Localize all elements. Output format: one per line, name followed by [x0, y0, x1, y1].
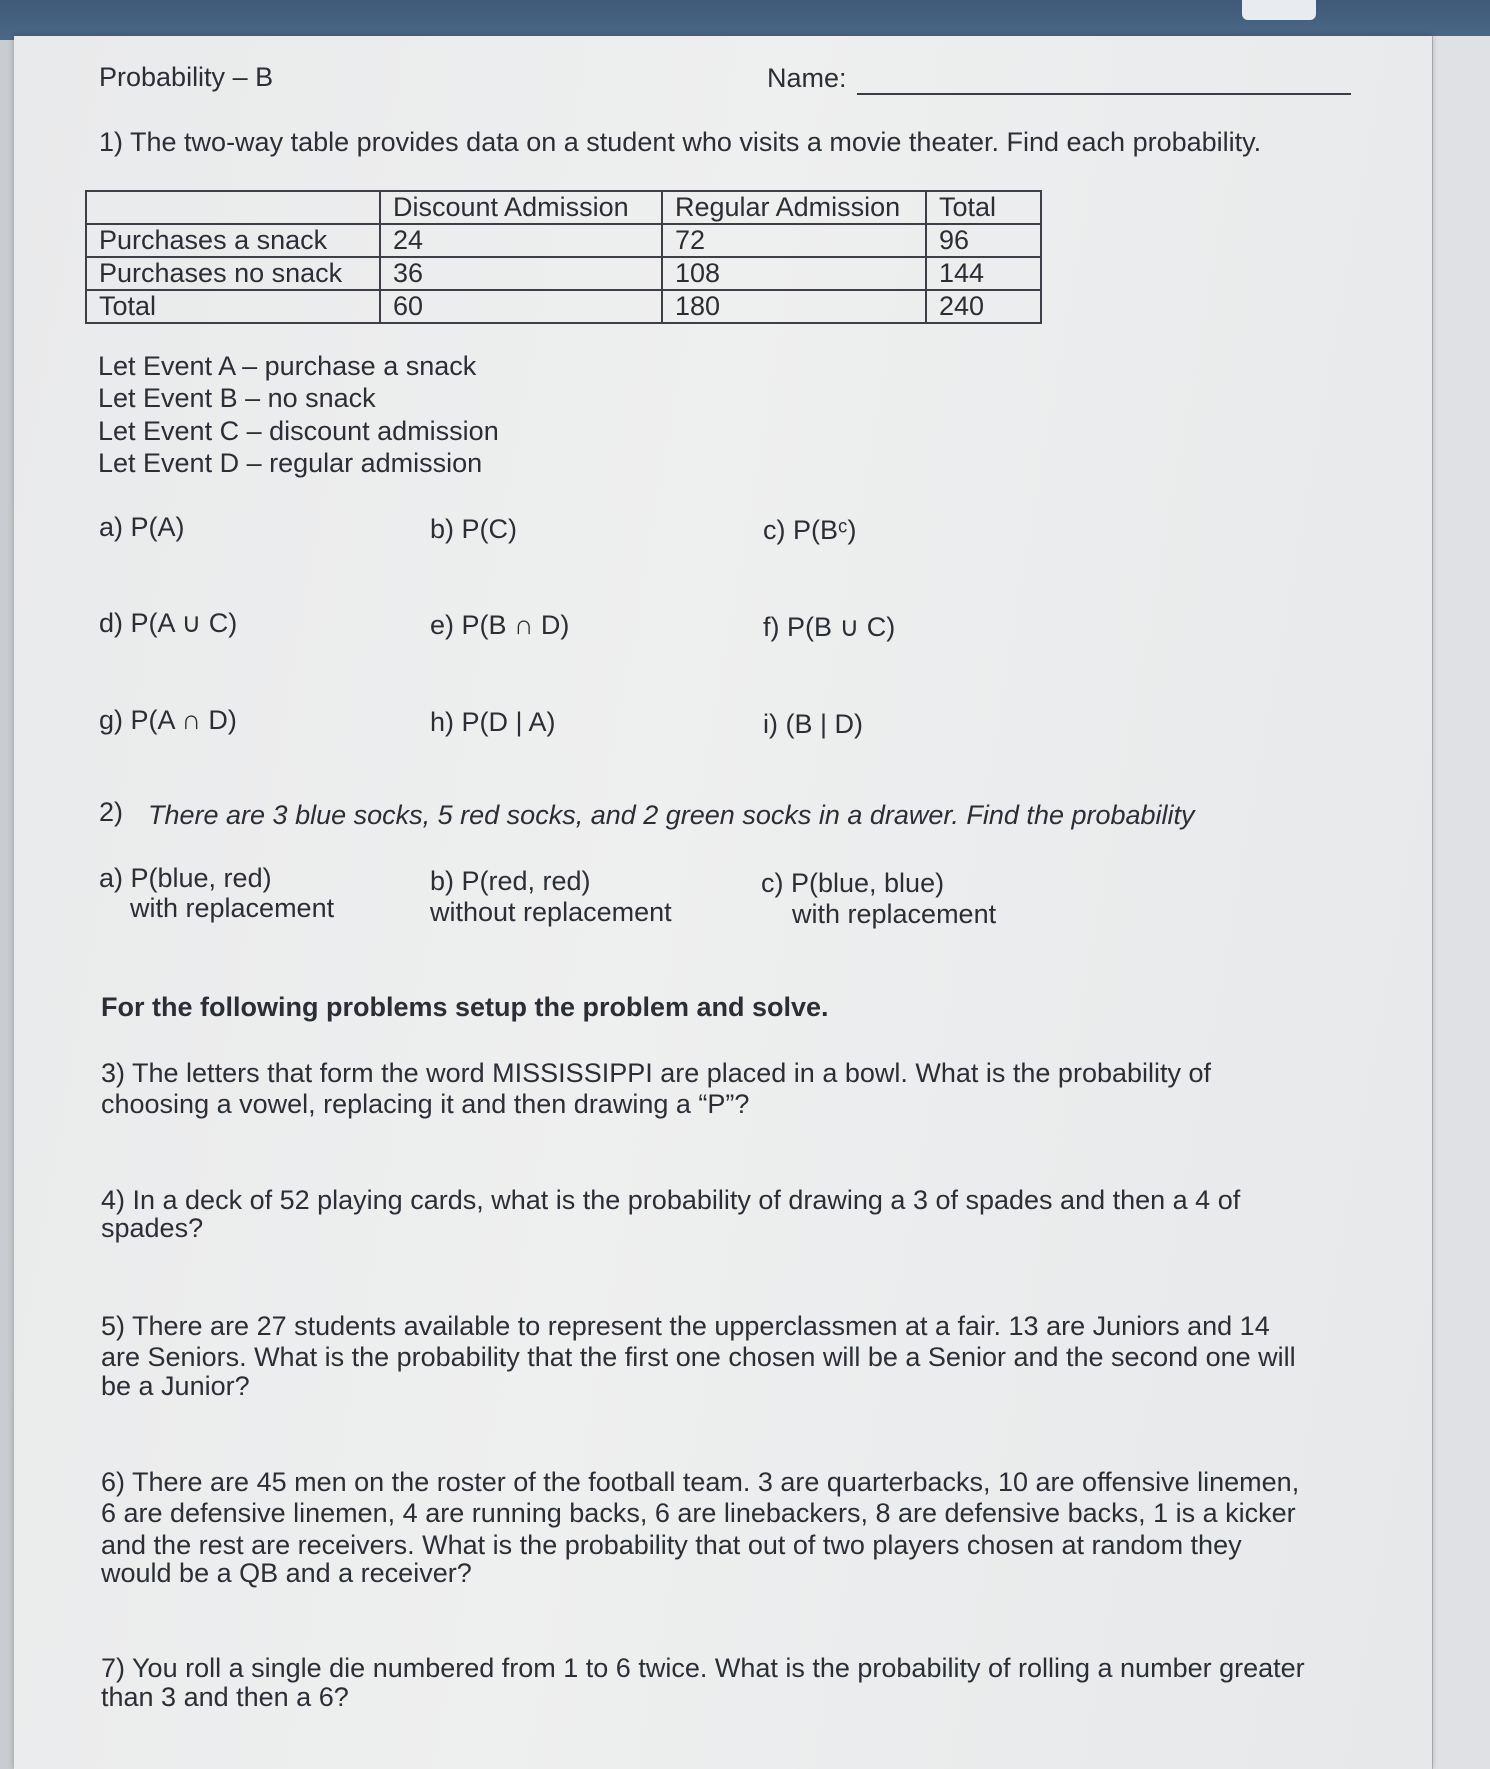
q3-text-line: 3) The letters that form the word MISSISSIPPI are placed in a bowl. What is the probability of — [101, 1058, 1212, 1088]
q2-part-a: a) P(blue, red) — [99, 863, 272, 893]
q2-part-b: b) P(red, red) — [430, 866, 591, 896]
q7-text-line: than 3 and then a 6? — [101, 1682, 349, 1712]
table-row — [86, 224, 1041, 257]
table-cell: 96 — [926, 224, 1041, 257]
event-definition: Let Event A – purchase a snack — [98, 351, 477, 381]
q2-part-c: c) P(blue, blue) — [761, 868, 945, 898]
table-header-row — [86, 191, 1041, 224]
table-row — [86, 290, 1041, 323]
event-definition: Let Event C – discount admission — [98, 416, 499, 446]
q6-text-line: 6 are defensive linemen, 4 are running backs, 6 are linebackers, 8 are defensive backs, 1 is a kicker — [101, 1498, 1296, 1528]
worksheet-title: Probability – B — [99, 62, 274, 92]
q6-text-line: would be a QB and a receiver? — [101, 1558, 472, 1588]
q4-text-line: spades? — [101, 1213, 204, 1243]
top-toolbar — [0, 0, 1490, 40]
q1-part-f: f) P(B ∪ C) — [763, 612, 896, 642]
q2-prompt: There are 3 blue socks, 5 red socks, and 2 green socks in a drawer. Find the probability — [148, 800, 1195, 830]
q1-prompt: 1) The two-way table provides data on a student who visits a movie theater. Find each probability. — [99, 127, 1262, 157]
table-cell — [86, 191, 380, 224]
table-cell: 60 — [380, 290, 662, 323]
right-margin-strip — [1432, 36, 1490, 1769]
q2-part-a-condition: with replacement — [130, 893, 335, 923]
q2-part-b-condition: without replacement — [430, 897, 672, 927]
toolbar-tab[interactable] — [1242, 0, 1316, 20]
q3-text-line: choosing a vowel, replacing it and then drawing a “P”? — [101, 1089, 750, 1119]
q6-text-line: and the rest are receivers. What is the probability that out of two players chosen at random they — [101, 1530, 1242, 1560]
table-cell: 240 — [926, 290, 1041, 323]
q1-part-g: g) P(A ∩ D) — [99, 705, 237, 735]
q5-text-line: 5) There are 27 students available to represent the upperclassmen at a fair. 13 are Juniors and 14 — [101, 1311, 1270, 1341]
q6-text-line: 6) There are 45 men on the roster of the football team. 3 are quarterbacks, 10 are offensive linemen, — [101, 1467, 1300, 1497]
q2-number: 2) — [99, 797, 124, 827]
q4-text-line: 4) In a deck of 52 playing cards, what is the probability of drawing a 3 of spades and then a 4 of — [101, 1185, 1241, 1215]
table-header-cell: Total — [926, 191, 1041, 224]
table-header-cell: Regular Admission — [662, 191, 926, 224]
q5-text-line: be a Junior? — [101, 1371, 250, 1401]
q1-part-e: e) P(B ∩ D) — [430, 610, 570, 640]
q1-part-i: i) (B | D) — [763, 709, 863, 739]
table-header-cell: Discount Admission — [380, 191, 662, 224]
table-row-label: Purchases a snack — [86, 224, 380, 257]
table-row-label: Purchases no snack — [86, 257, 380, 290]
q2-part-c-condition: with replacement — [792, 899, 997, 929]
q1-part-b: b) P(C) — [430, 514, 517, 544]
event-definition: Let Event B – no snack — [98, 383, 376, 413]
two-way-table — [85, 190, 1042, 324]
table-row-label: Total — [86, 290, 380, 323]
q7-text-line: 7) You roll a single die numbered from 1 to 6 twice. What is the probability of rolling a number greater — [101, 1653, 1305, 1683]
table-cell: 180 — [662, 290, 926, 323]
event-definition: Let Event D – regular admission — [98, 448, 483, 478]
table-cell: 36 — [380, 257, 662, 290]
q1-part-a: a) P(A) — [99, 512, 185, 542]
table-row — [86, 257, 1041, 290]
section-instructions: For the following problems setup the problem and solve. — [101, 992, 829, 1022]
table-cell: 72 — [662, 224, 926, 257]
q1-part-d: d) P(A ∪ C) — [99, 608, 238, 638]
q1-part-c: c) P(Bᶜ) — [763, 515, 857, 545]
q1-part-h: h) P(D | A) — [430, 707, 556, 737]
table-cell: 108 — [662, 257, 926, 290]
q5-text-line: are Seniors. What is the probability that the first one chosen will be a Senior and the second one will — [101, 1342, 1296, 1372]
table-cell: 24 — [380, 224, 662, 257]
name-blank-line[interactable] — [857, 93, 1351, 95]
table-cell: 144 — [926, 257, 1041, 290]
name-label: Name: — [767, 63, 847, 93]
